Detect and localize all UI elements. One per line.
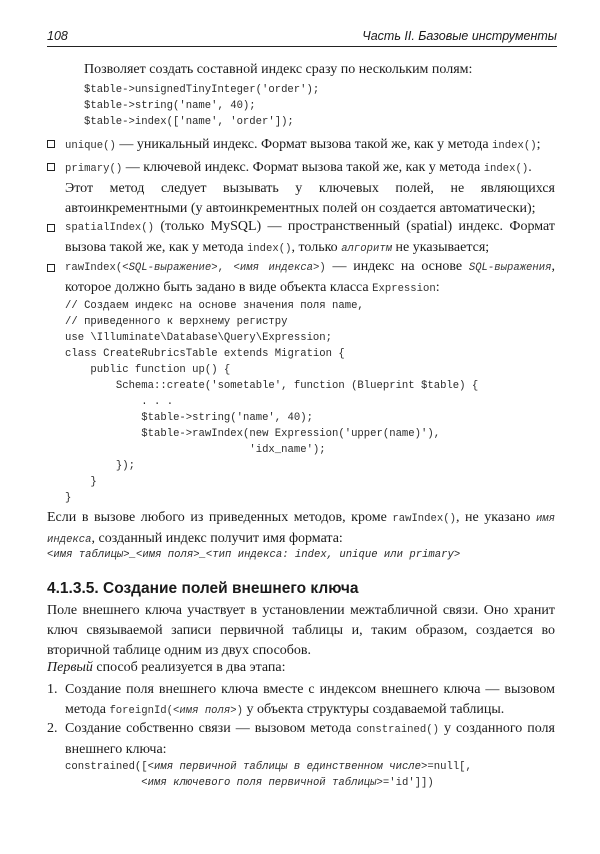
running-header [47, 29, 557, 47]
list-number: 2. [47, 721, 58, 736]
code-line: $table->rawIndex(new Expression('upper(name)'), [65, 428, 441, 440]
code-line [65, 775, 472, 791]
item-text: , только [291, 240, 342, 255]
foreign-key-paragraph: Поле внешнего ключа участвует в установлении межтабличной связи. Оно хранит ключ связываемой записи первичной таблицы и, таким образом, создается во вторичной таблице одним из двух способов. [47, 603, 555, 658]
param-name: SQL-выражения [468, 262, 552, 274]
after-code-paragraph [47, 508, 555, 550]
list-item-1 [65, 680, 555, 721]
item-text: ; [536, 137, 541, 152]
list-text: у объекта структуры создаваемой таблицы. [242, 702, 505, 717]
section-heading: 4.1.3.5. Создание полей внешнего ключа [47, 580, 359, 597]
header-rule [47, 46, 557, 47]
list-text: Создание поля внешнего ключа вместе с индексом внешнего ключа — вызовом метода [65, 682, 555, 717]
code-line: } [65, 476, 97, 488]
code-block-raw-index [65, 298, 478, 506]
method-name: >, < [211, 262, 240, 274]
item-text: — индекс на основе [325, 259, 469, 274]
item-text: (только MySQL) — пространственный (spatial) индекс. Формат вызова такой же, как у метода [65, 219, 555, 255]
code-line: $table->index(['name', 'order']); [84, 116, 294, 128]
item-primary-paragraph: Этот метод следует вызывать у ключевых полей, не являющихся автоинкрементными (у автоинкрементных полей он создается автоматически); [65, 181, 555, 216]
code-line [65, 759, 472, 775]
list-number: 1. [47, 682, 58, 697]
method-name: index() [246, 243, 292, 255]
item-spatial [65, 217, 555, 259]
param-name: SQL-выражение [128, 262, 212, 274]
emphasis: Первый [47, 660, 93, 675]
method-name: foreignId(< [109, 705, 180, 717]
code-line: // Создаем индекс на основе значения поля name, [65, 300, 364, 312]
code-line: Schema::create('sometable', function (Blueprint $table) { [65, 380, 479, 392]
method-name: rawIndex(< [65, 262, 129, 274]
param-name: имя первичной таблицы в единственном числе [154, 761, 422, 773]
method-name: spatialIndex() [65, 222, 155, 234]
code-line: $table->unsignedTinyInteger('order'); [84, 84, 320, 96]
item-text: не указывается; [392, 240, 490, 255]
method-name: rawIndex() [392, 513, 456, 525]
method-name: unique() [65, 140, 116, 152]
item-text: . [528, 160, 532, 175]
method-name: index() [492, 140, 537, 152]
index-name-format: <имя таблицы>_<имя поля>_<тип индекса: index, unique или primary> [47, 549, 461, 561]
code-part: >='id']]) [376, 777, 434, 789]
code-line: $table->string('name', 40); [65, 412, 313, 424]
paragraph-text: , не указано [455, 510, 536, 525]
method-name: index() [483, 163, 529, 175]
code-part: < [65, 777, 148, 789]
part-title: Часть II. Базовые инструменты [362, 29, 557, 43]
param-name: имя индекса [239, 262, 314, 274]
page-number: 108 [47, 29, 68, 43]
method-name: >) [313, 262, 326, 274]
item-text: , которое должно быть задано в виде объекта класса [65, 259, 555, 295]
paragraph-text: , созданный индекс получит имя формата: [91, 531, 343, 546]
list-text: Создание собственно связи — вызовом метода [65, 721, 357, 736]
item-text: — уникальный индекс. Формат вызова такой же, как у метода [115, 137, 493, 152]
bullet-square-icon [47, 163, 55, 171]
method-name: primary() [65, 163, 123, 175]
paragraph-text: Если в вызове любого из приведенных методов, кроме [47, 510, 393, 525]
list-text: у созданного поля внешнего ключа: [65, 721, 555, 757]
item-primary [65, 159, 532, 178]
param-name: имя поля [179, 705, 231, 717]
code-line: use \Illuminate\Database\Query\Expression; [65, 332, 333, 344]
param-name: алгоритм [341, 243, 393, 255]
code-line: }); [65, 460, 135, 472]
code-line: 'idx_name'); [65, 444, 326, 456]
bullet-square-icon [47, 140, 55, 148]
code-line: . . . [65, 396, 174, 408]
class-name: Expression [372, 283, 436, 295]
bullet-square-icon [47, 224, 55, 232]
item-unique [65, 136, 540, 155]
list-item-2 [65, 719, 555, 760]
code-block-constrained [65, 759, 472, 791]
item-text: : [435, 280, 440, 295]
intro-text: Позволяет создать составной индекс сразу по нескольким полям: [84, 62, 473, 77]
code-part: constrained([< [65, 761, 155, 773]
method-name: constrained() [356, 724, 439, 736]
bullet-square-icon [47, 264, 55, 272]
code-block-index [84, 82, 319, 130]
method-name: >) [230, 705, 243, 717]
paragraph-text: способ реализуется в два этапа: [92, 660, 286, 675]
code-line: } [65, 492, 72, 504]
param-name: имя ключевого поля первичной таблицы [147, 777, 377, 789]
item-raw-index [65, 257, 555, 299]
item-text: — ключевой индекс. Формат вызова такой же, как у метода [122, 160, 484, 175]
code-line: public function up() { [65, 364, 231, 376]
code-line: $table->string('name', 40); [84, 100, 256, 112]
first-way-paragraph [47, 659, 286, 676]
param-name: имя индекса [47, 513, 556, 546]
code-line: class CreateRubricsTable extends Migration { [65, 348, 345, 360]
code-line: // приведенного к верхнему регистру [65, 316, 288, 328]
code-part: >=null[, [421, 761, 472, 773]
